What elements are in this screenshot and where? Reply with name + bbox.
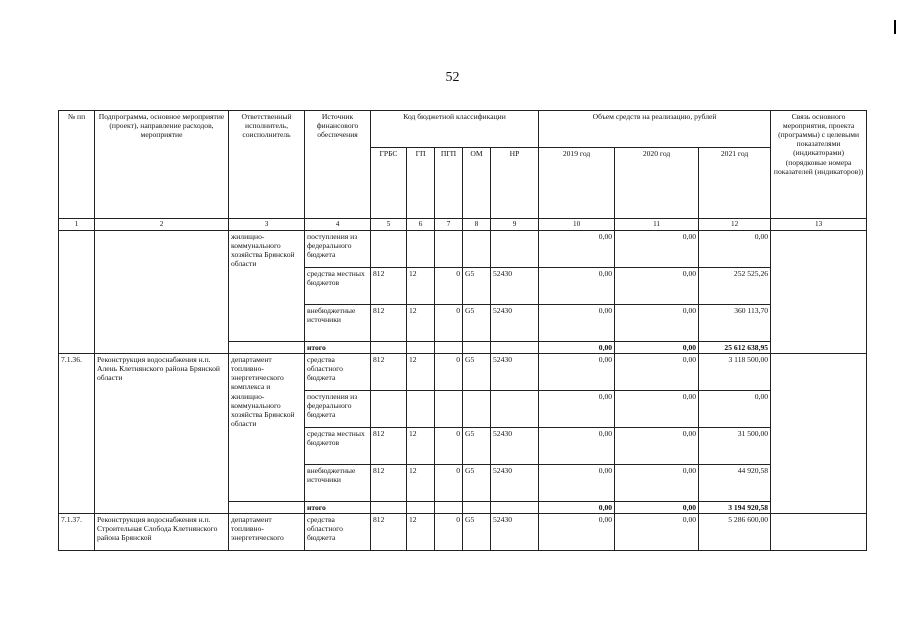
- header-om: ОМ: [463, 148, 491, 219]
- om-cell: G5: [463, 465, 491, 502]
- col-number: 11: [615, 219, 699, 231]
- nr-cell: [491, 391, 539, 428]
- col-number: 1: [59, 219, 95, 231]
- table-row: [59, 514, 867, 551]
- column-number-row: [59, 219, 867, 231]
- nr-cell: 52430: [491, 268, 539, 305]
- header-budget-code: Код бюджетной классификации: [371, 111, 539, 148]
- gp-cell: [407, 502, 435, 514]
- table-row: [59, 231, 867, 268]
- responsible-cell: [229, 502, 305, 514]
- grbs-cell: 812: [371, 268, 407, 305]
- responsible-cell: департамент топливно-энергетического комплекса и жилищно-коммунального хозяйства Брянской области: [229, 354, 305, 502]
- pgp-cell: 0: [435, 465, 463, 502]
- source-cell: поступления из федерального бюджета: [305, 231, 371, 268]
- header-row-main: [59, 111, 867, 148]
- total-label: итого: [305, 342, 371, 354]
- om-cell: G5: [463, 514, 491, 551]
- header-subprogram: Подпрограмма, основное мероприятие (проект), направление расходов, мероприятие: [95, 111, 229, 219]
- row-number-cell: 7.1.36.: [59, 354, 95, 514]
- col-number: 9: [491, 219, 539, 231]
- gp-cell: 12: [407, 465, 435, 502]
- amount-2019-cell: 0,00: [539, 305, 615, 342]
- header-grbs: ГРБС: [371, 148, 407, 219]
- measure-name-cell: Реконструкция водоснабжения н.п. Строительная Слобода Клетнянского района Брянской: [95, 514, 229, 551]
- pgp-cell: [435, 502, 463, 514]
- nr-cell: 52430: [491, 428, 539, 465]
- om-cell: [463, 231, 491, 268]
- link-cell: [771, 354, 867, 514]
- source-cell: средства областного бюджета: [305, 354, 371, 391]
- grbs-cell: [371, 391, 407, 428]
- row-number-cell: 7.1.37.: [59, 514, 95, 551]
- amount-2019-cell: 0,00: [539, 428, 615, 465]
- header-source: Источник финансового обеспечения: [305, 111, 371, 219]
- pgp-cell: [435, 231, 463, 268]
- col-number: 8: [463, 219, 491, 231]
- header-link: Связь основного мероприятия, проекта (программы) с целевыми показателями (индикаторами) (порядковые номера показателей (индикаторов)): [771, 111, 867, 219]
- gp-cell: 12: [407, 305, 435, 342]
- header-year-2019: 2019 год: [539, 148, 615, 219]
- header-no: № пп: [59, 111, 95, 219]
- amount-2020-cell: 0,00: [615, 391, 699, 428]
- gp-cell: [407, 391, 435, 428]
- nr-cell: 52430: [491, 354, 539, 391]
- nr-cell: [491, 231, 539, 268]
- col-number: 10: [539, 219, 615, 231]
- header-year-2021: 2021 год: [699, 148, 771, 219]
- om-cell: G5: [463, 305, 491, 342]
- pgp-cell: [435, 391, 463, 428]
- amount-2020-cell: 0,00: [615, 231, 699, 268]
- source-cell: средства местных бюджетов: [305, 268, 371, 305]
- total-2019: 0,00: [539, 342, 615, 354]
- col-number: 3: [229, 219, 305, 231]
- grbs-cell: 812: [371, 465, 407, 502]
- grbs-cell: [371, 231, 407, 268]
- col-number: 7: [435, 219, 463, 231]
- amount-2019-cell: 0,00: [539, 231, 615, 268]
- om-cell: [463, 502, 491, 514]
- header-gp: ГП: [407, 148, 435, 219]
- gp-cell: [407, 231, 435, 268]
- om-cell: G5: [463, 268, 491, 305]
- om-cell: G5: [463, 428, 491, 465]
- measure-name-cell: [95, 231, 229, 354]
- header-year-2020: 2020 год: [615, 148, 699, 219]
- grbs-cell: 812: [371, 354, 407, 391]
- link-cell: [771, 231, 867, 354]
- page-number: 52: [445, 70, 460, 85]
- nr-cell: [491, 502, 539, 514]
- om-cell: G5: [463, 354, 491, 391]
- total-2020: 0,00: [615, 342, 699, 354]
- responsible-cell: департамент топливно-энергетического: [229, 514, 305, 551]
- nr-cell: 52430: [491, 514, 539, 551]
- grbs-cell: [371, 502, 407, 514]
- gp-cell: 12: [407, 428, 435, 465]
- total-label: итого: [305, 502, 371, 514]
- om-cell: [463, 342, 491, 354]
- total-2019: 0,00: [539, 502, 615, 514]
- col-number: 12: [699, 219, 771, 231]
- col-number: 2: [95, 219, 229, 231]
- pgp-cell: 0: [435, 305, 463, 342]
- amount-2021-cell: 252 525,26: [699, 268, 771, 305]
- budget-table: [58, 110, 867, 551]
- grbs-cell: 812: [371, 514, 407, 551]
- amount-2021-cell: 0,00: [699, 391, 771, 428]
- col-number: 6: [407, 219, 435, 231]
- amount-2020-cell: 0,00: [615, 268, 699, 305]
- header-pgp: ПГП: [435, 148, 463, 219]
- source-cell: средства областного бюджета: [305, 514, 371, 551]
- pgp-cell: [435, 342, 463, 354]
- source-cell: поступления из федерального бюджета: [305, 391, 371, 428]
- table-row: [59, 354, 867, 391]
- amount-2019-cell: 0,00: [539, 354, 615, 391]
- amount-2021-cell: 0,00: [699, 231, 771, 268]
- col-number: 4: [305, 219, 371, 231]
- pgp-cell: 0: [435, 514, 463, 551]
- pgp-cell: 0: [435, 354, 463, 391]
- link-cell: [771, 514, 867, 551]
- amount-2020-cell: 0,00: [615, 354, 699, 391]
- amount-2021-cell: 44 920,58: [699, 465, 771, 502]
- gp-cell: 12: [407, 268, 435, 305]
- amount-2019-cell: 0,00: [539, 514, 615, 551]
- amount-2021-cell: 3 118 500,00: [699, 354, 771, 391]
- total-2021: 3 194 920,58: [699, 502, 771, 514]
- amount-2020-cell: 0,00: [615, 465, 699, 502]
- header-funds: Объем средств на реализацию, рублей: [539, 111, 771, 148]
- amount-2019-cell: 0,00: [539, 391, 615, 428]
- grbs-cell: [371, 342, 407, 354]
- grbs-cell: 812: [371, 428, 407, 465]
- gp-cell: [407, 342, 435, 354]
- amount-2021-cell: 5 286 600,00: [699, 514, 771, 551]
- responsible-cell: жилищно-коммунального хозяйства Брянской области: [229, 231, 305, 342]
- gp-cell: 12: [407, 354, 435, 391]
- amount-2020-cell: 0,00: [615, 514, 699, 551]
- col-number: 5: [371, 219, 407, 231]
- pgp-cell: 0: [435, 428, 463, 465]
- header-nr: НР: [491, 148, 539, 219]
- total-2020: 0,00: [615, 502, 699, 514]
- amount-2020-cell: 0,00: [615, 428, 699, 465]
- responsible-cell: [229, 342, 305, 354]
- header-responsible: Ответственный исполнитель, соисполнитель: [229, 111, 305, 219]
- grbs-cell: 812: [371, 305, 407, 342]
- page-edge-mark: [894, 20, 896, 34]
- gp-cell: 12: [407, 514, 435, 551]
- nr-cell: [491, 342, 539, 354]
- source-cell: средства местных бюджетов: [305, 428, 371, 465]
- om-cell: [463, 391, 491, 428]
- source-cell: внебюджетные источники: [305, 465, 371, 502]
- amount-2019-cell: 0,00: [539, 465, 615, 502]
- nr-cell: 52430: [491, 305, 539, 342]
- amount-2021-cell: 31 500,00: [699, 428, 771, 465]
- amount-2020-cell: 0,00: [615, 305, 699, 342]
- measure-name-cell: Реконструкция водоснабжения н.п. Алень Клетнянского района Брянской области: [95, 354, 229, 514]
- amount-2021-cell: 360 113,70: [699, 305, 771, 342]
- total-2021: 25 612 638,95: [699, 342, 771, 354]
- nr-cell: 52430: [491, 465, 539, 502]
- amount-2019-cell: 0,00: [539, 268, 615, 305]
- row-number-cell: [59, 231, 95, 354]
- col-number: 13: [771, 219, 867, 231]
- pgp-cell: 0: [435, 268, 463, 305]
- source-cell: внебюджетные источники: [305, 305, 371, 342]
